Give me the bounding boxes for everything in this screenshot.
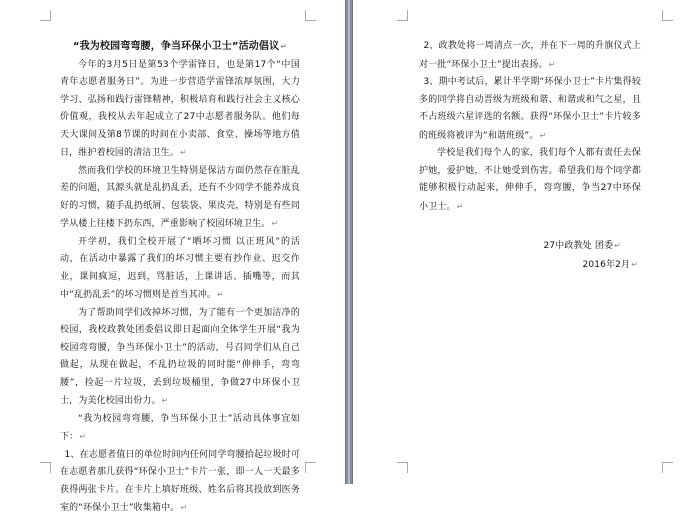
signature-date [419,256,641,275]
page-2-text[interactable] [419,38,641,274]
crop-mark [40,10,51,21]
document-title [60,38,300,56]
signature-org [419,237,641,256]
paragraph-text: 1、在志愿者值日的单位时间内任何同学弯腰拾起垃圾时可在志愿者那儿获得“环保小卫士”卡片一张，即一人一天最多获得两张卡片。在卡片上填好班级、姓名后将其投放到医务室的“环保小卫士”收集箱中。 [60,449,300,513]
page-1 [0,0,345,513]
paragraph-mark: ↵ [280,42,288,51]
left-page-paragraphs [60,57,300,518]
paragraph [60,234,300,305]
paragraph [60,163,300,234]
paragraph-mark: ↵ [161,396,169,405]
page-1-text[interactable] [60,38,300,518]
crop-mark [305,10,316,21]
paragraph-mark: ↵ [217,290,224,299]
paragraph [60,305,300,411]
paragraph-text: 今年的3月5日是第53个学雷锋日，也是第17个“中国青年志愿者服务日”。为进一步营造学雷锋浓厚氛围，大力学习、弘扬和践行雷锋精神，积极培育和践行社会主义核心价值观，我校从去年起成立了27中志愿者服务队。他们每天大课间及第8节课的时间在小卖部、食堂、操场等地方值日，维护着校园的清洁卫生。 [60,59,300,158]
paragraph-mark: ↵ [271,219,279,228]
signature-org-text: 27中政教处 团委 [543,241,614,251]
paragraph [419,145,641,216]
paragraph-mark: ↵ [179,148,187,157]
paragraph-mark: ↵ [614,241,621,250]
right-page-paragraphs [419,38,641,216]
paragraph [60,447,300,518]
paragraph-text: 3、期中考试后，累计半学期“环保小卫士”卡片集得较多的同学将自动晋级为班级和谐、和谐或和气之星，且不占班级六星评选的名额。获得“环保小卫士”卡片较多的班级将被评为“和谐班级”。 [419,77,641,141]
crop-mark [662,462,673,473]
page-gutter [345,0,353,484]
paragraph-mark: ↵ [180,503,188,512]
paragraph-mark: ↵ [539,130,547,140]
paragraph-mark: ↵ [456,201,464,211]
paragraph-text: 2、政教处将一周清点一次，并在下一周的升旗仪式上对一批“环保小卫士”提出表扬。 [419,41,641,70]
paragraph-text: 开学初，我们全校开展了“晒坏习惯 以正班风”的活动，在活动中暴露了我们的坏习惯主要有抄作业、迟交作业，课间疯逗，迟到，骂脏话，上课讲话、插嘴等，而其中“乱扔乱丢”的坏习惯则是首当其冲。 [60,236,300,300]
paragraph-mark: ↵ [548,59,556,69]
crop-mark [305,462,316,473]
paragraph-mark: ↵ [79,432,87,441]
crop-mark [662,10,673,21]
crop-mark [397,462,408,473]
paragraph-text: 然而我们学校的环境卫生特别是保洁方面仍然存在脏乱差的问题，其源头就是乱扔乱丢，还有不少同学不能养成良好的习惯，随手乱扔纸屑、包装袋、果皮壳，特别是有些同学从楼上往楼下扔东西，严重影响了校园环境卫生。 [60,165,300,229]
title-text: “我为校园弯弯腰，争当环保小卫士”活动倡议 [72,41,280,52]
signature-date-text: 2016年2月 [582,259,631,270]
paragraph [419,38,641,74]
paragraph [60,411,300,447]
paragraph-text: 为了帮助同学们改掉坏习惯，为了能有一个更加洁净的校园，我校政教处团委倡议即日起面向全体学生开展“我为校园弯弯腰，争当环保小卫士”的活动，号召同学们从自己做起，从现在做起，不乱扔垃圾的同时能“伸伸手，弯弯腰”，捡起一片垃圾，丢到垃圾桶里，争做27中环保小卫士，为美化校园出份力。 [60,307,300,406]
paragraph [419,74,641,145]
paragraph-mark: ↵ [631,259,638,269]
paragraph-text: 学校是我们每个人的家，我们每个人都有责任去保护她，爱护她，不让她受到伤害。希望我们每个同学都能够积极行动起来，伸伸手，弯弯腰，争当27中环保小卫士。 [419,148,641,212]
crop-mark [40,462,51,473]
paragraph-text: “我为校园弯弯腰，争当环保小卫士”活动具体事宜如下： [60,413,300,442]
paragraph [60,57,300,163]
crop-mark [397,10,408,21]
page-2 [353,0,700,484]
